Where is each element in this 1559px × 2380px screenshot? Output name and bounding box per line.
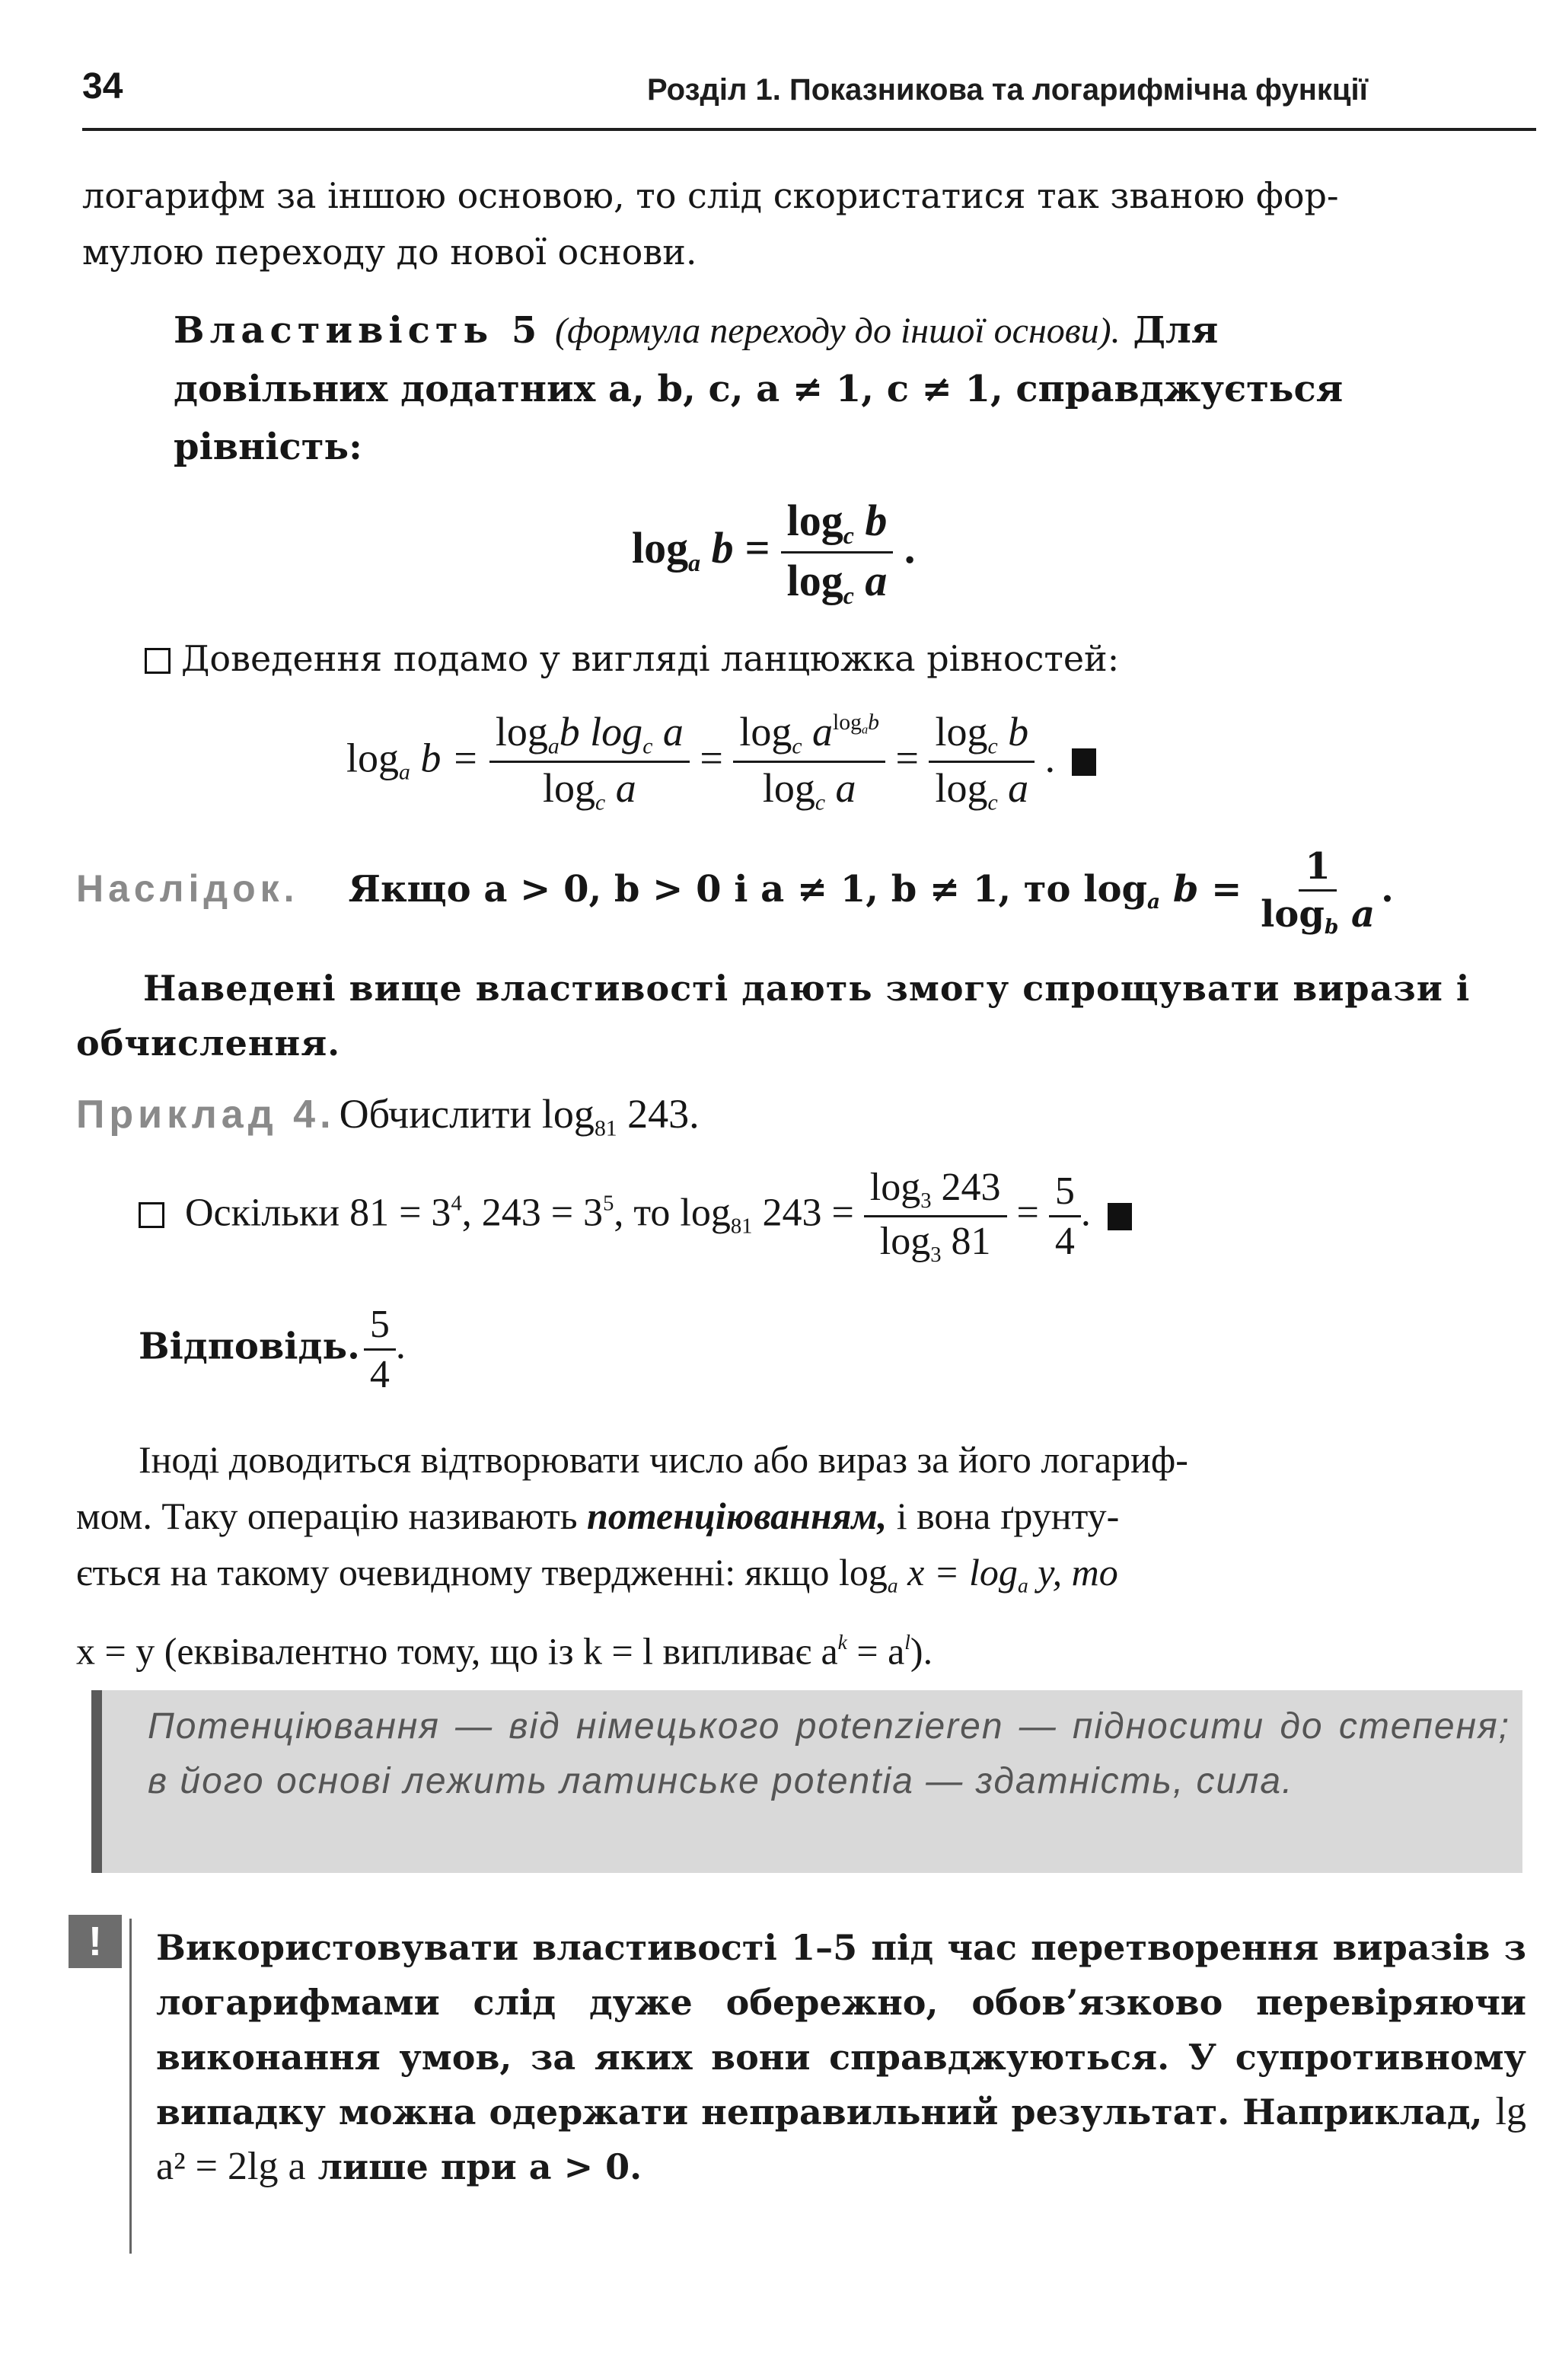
property-5 (174, 301, 1536, 476)
proof-intro: Доведення подамо у вигляді ланцюжка рівностей: (145, 630, 1119, 687)
property-title: (формула переходу до іншої основи). (555, 311, 1121, 351)
solution-fraction: $\frac{\log_3 243}{\log_3 81}$ (864, 1165, 1007, 1268)
proof-chain: $\log_a b$ = $\frac{\log_ab \log_c a}{\log_c a}$ = $\frac{\log_c a^{log_ab}}{\log_c a}$ = $\frac{\log_c b}{\log_c a}$ . (346, 708, 1096, 816)
etymology-note (91, 1690, 1522, 1873)
section-title: Розділ 1. Показникова та логарифмічна функції (647, 73, 1368, 107)
property-label: Властивість 5 (174, 309, 543, 352)
example-solution: Оскільки $81 = 3^4$, $243 = 3^5$, то $\log_{81} 243$ = $\frac{\log_3 243}{\log_3 81}$ = $\frac{5}{4}$ . (139, 1165, 1132, 1268)
solution-result-fraction: $\frac{5}{4}$ (1049, 1169, 1081, 1264)
property-text: рівність: (174, 426, 362, 468)
after-corollary-paragraph: Наведені вище властивості дають змогу спрощувати вирази і обчислення. (76, 968, 1471, 1064)
corollary-label: Наслідок. (76, 867, 299, 911)
header-rule (82, 128, 1536, 131)
intro-line: логарифм за іншою основою, то слід скористатися так званою фор- (82, 175, 1339, 216)
term-potentiation: потенціюванням, (587, 1495, 888, 1537)
chain-fraction-1: $\frac{\log_ab \log_c a}{\log_c a}$ (489, 708, 690, 816)
etymology-note-text: Потенціювання — від німецького potenzieren — підносити до степеня; в його основі лежить латинське potentia — здатність, сила. (148, 1706, 1510, 1801)
answer: Відповідь. $\frac{5}{4}$ . (139, 1303, 406, 1396)
page-number: 34 (82, 66, 123, 107)
formula-fraction: $\frac{\log_c b}{\log_c a}$ (781, 495, 894, 610)
potentiation-paragraph: Іноді доводиться відтворювати число або вираз за його логариф- мом. Таку операцію називають потенціюванням, і вона ґрунту- ється на такому очевидному твердженні: якщо $\log_a x = \log_a y$, то x = y (еквівалентно тому, що із k = l випливає $a^k = a^l$). (76, 1438, 1188, 1672)
chain-fraction-2: $\frac{\log_c a^{log_ab}}{\log_c a}$ (733, 708, 885, 816)
example-label: Приклад 4. (76, 1093, 336, 1137)
corollary-text: Якщо a > 0, b > 0 і a ≠ 1, b ≠ 1, то $\log_a b$ = $\frac{1}{\log_b a}$ . (348, 845, 1394, 940)
warning-marker (69, 1915, 122, 1968)
answer-fraction: $\frac{5}{4}$ (364, 1302, 396, 1397)
solution-start-square-icon (139, 1202, 164, 1228)
warning-rule (129, 1919, 132, 2254)
example-task: Обчислити $\log_{81} 243$. (339, 1091, 700, 1141)
proof-start-square-icon (145, 648, 171, 674)
warning-formula: lg a² = 2lg a (156, 2090, 1526, 2188)
intro-line: мулою переходу до нової основи. (82, 231, 697, 273)
chain-fraction-3: $\frac{\log_c b}{\log_c a}$ (929, 708, 1035, 816)
corollary (76, 845, 1538, 939)
exclamation-icon: ! (88, 1919, 102, 1964)
formula-change-of-base: $\log_a b$ = $\frac{\log_c b}{\log_c a}$ . (632, 496, 916, 610)
qed-square-icon (1072, 748, 1096, 776)
property-text: довільних додатних a, b, c, a ≠ 1, c ≠ 1, справджується (174, 368, 1344, 410)
intro-paragraph (82, 167, 1536, 280)
answer-label: Відповідь. (139, 1325, 360, 1368)
qed-square-icon (1108, 1203, 1132, 1230)
corollary-fraction: $\frac{1}{\log_b a}$ (1261, 845, 1376, 940)
warning-text: Використовувати властивості 1–5 під час перетворення виразів з логарифмами слід дуже обережно, обов’язково перевіряючи виконання умов, за яких вони справджуються. У супротивному випадку можна одержати неправильний результат. Наприклад, lg a² = 2lg a лише при a > 0. (156, 1927, 1526, 2188)
property-text: Для (1133, 309, 1219, 352)
example-4 (76, 1090, 700, 1141)
